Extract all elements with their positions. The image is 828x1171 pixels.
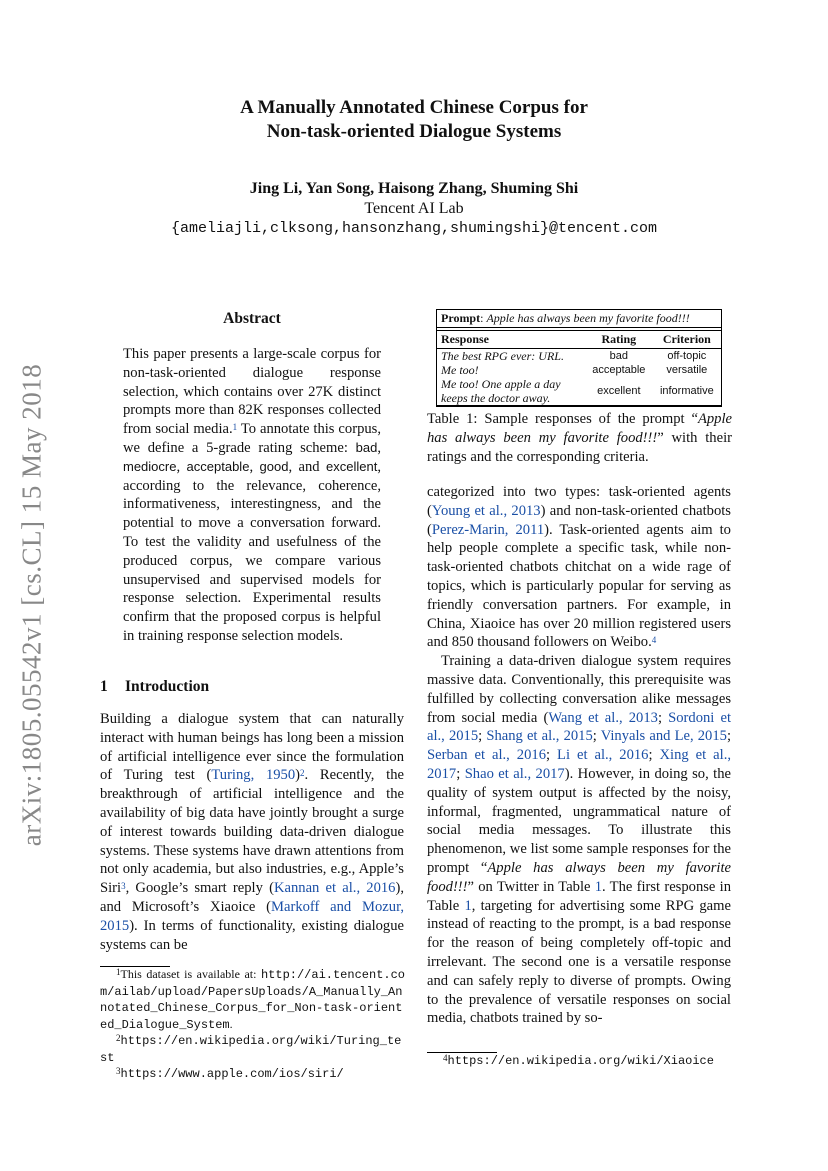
citation-markoff[interactable]: Markoff and Mozur, 2015: [100, 898, 405, 934]
body-text: , Google’s smart reply (: [125, 880, 274, 897]
cell-response: Me too!: [441, 363, 479, 377]
authors: Jing Li, Yan Song, Haisong Zhang, Shuming Shi: [249, 180, 579, 197]
grade-mediocre: mediocre: [123, 458, 177, 474]
body-text: response for the reason of being completely off-topic and irrelevant. The second one is a versatile response and can safely reply to diverse of prompts. Owing to the prevalence of versatile responses on social media, chatbots trained by so-: [427, 916, 732, 1027]
grade-bad: bad: [355, 439, 378, 455]
footnote-3-url[interactable]: https://www.apple.com/ios/siri/: [120, 1067, 344, 1081]
grade-separator: ,: [249, 458, 260, 475]
citation-separator: ;: [478, 728, 487, 745]
cell-rating: excellent: [585, 377, 653, 406]
footnote-4-url[interactable]: https://en.wikipedia.org/wiki/Xiaoice: [447, 1054, 714, 1068]
body-text: categorized into two types: task-oriented agents (: [427, 484, 731, 519]
citation-young[interactable]: Young et al., 2013: [431, 502, 541, 519]
responses-table: [437, 330, 721, 406]
abstract-text-2: To annotate this corpus, we define a 5-grade rating scheme:: [123, 421, 381, 456]
body-text: . Recently, the breakthrough of artificial intelligence and the availability of big data have jointly brought a surge of interest towards building data-driven dialogue systems. These systems have drawn attentions from not only academia, but also industries, e.g., Apple’s Siri: [100, 767, 404, 897]
footnote-ref-4[interactable]: 4: [651, 635, 657, 646]
col-header-criterion: Criterion: [653, 331, 721, 349]
citation-separator: ;: [546, 747, 558, 764]
footnote-text: .: [229, 1016, 233, 1031]
citation-serban[interactable]: Serban et al., 2016: [427, 747, 546, 764]
citation-xing[interactable]: Xing et al., 2017: [427, 747, 731, 782]
body-text: ). Task-oriented agents aim to help people complete a specific task, while non-task-oriented chatbots chitchat on a wide rage of topics, which is particularly popular for serving as friendly conversation partners. For example, in China, Xiaoice has over 20 million registered users and 850 thousand followers on Weibo.: [427, 521, 731, 651]
footnote-number: 1: [116, 967, 121, 977]
cell-rating: acceptable: [592, 364, 646, 376]
section-title: Introduction: [125, 678, 210, 695]
body-text: , targeting for advertising some RPG game instead of reacting to the prompt, is a: [427, 897, 731, 933]
citation-separator: ;: [456, 765, 465, 782]
citation-separator: ;: [657, 709, 669, 726]
footnote-text: This dataset is available at:: [120, 967, 261, 981]
body-text: ), and Microsoft’s Xiaoice (: [100, 880, 404, 915]
footnote-ref-2[interactable]: 2: [300, 768, 305, 779]
grade-acceptable: acceptable: [186, 458, 250, 474]
footnote-1-url[interactable]: http://ai.tencent.com/ailab/upload/PapersUploads/A_Manually_Annotated_Chinese_Corpus_for_Non-task-oriented_Dialogue_System: [100, 968, 405, 1032]
affiliation: Tencent AI Lab: [364, 200, 464, 217]
intro-left-column: [100, 710, 404, 954]
grade-separator: ,: [377, 439, 381, 456]
col-header-response: Response: [437, 331, 585, 349]
grade-bad-inline: bad: [653, 916, 676, 932]
body-text: ) and non-task-oriented chatbots (: [427, 502, 731, 538]
citation-li[interactable]: Li et al., 2016: [557, 747, 649, 764]
citation-kannan[interactable]: Kannan et al., 2016: [273, 880, 396, 897]
citation-wang[interactable]: Wang et al., 2013: [548, 709, 658, 726]
paper-title: [0, 96, 828, 144]
intro-paragraph-3: [427, 652, 731, 1028]
citation-separator: ;: [648, 747, 660, 764]
footnotes-right: [427, 1052, 732, 1070]
table-row: [437, 377, 721, 406]
abstract-heading: Abstract: [223, 310, 281, 327]
table-header-row: [437, 331, 721, 349]
caption-prompt: Apple has always been my favorite food!!!: [427, 411, 732, 446]
citation-separator: ;: [592, 728, 601, 745]
citation-separator: ;: [726, 728, 731, 745]
cell-rating: bad: [609, 350, 629, 362]
table-row: [437, 349, 721, 364]
arxiv-stamp: [2, 355, 62, 855]
grade-excellent: excellent: [326, 458, 378, 474]
caption-text: ” with their ratings and the corresponding criteria.: [427, 429, 732, 465]
footnote-number: 2: [116, 1033, 121, 1043]
table-1: [436, 309, 722, 407]
body-text: Training a data-driven dialogue system requires massive data. Conventionally, this prerequisite was fulfilled by collecting conversation alike messages from social media (: [427, 653, 731, 726]
prompt-label: Prompt: [441, 311, 481, 325]
body-text: ). In terms of functionality, existing dialogue systems can be: [100, 917, 404, 953]
grade-separator: ,: [176, 458, 187, 475]
table-ref[interactable]: 1: [464, 897, 472, 914]
abstract-text-1: This paper presents a large-scale corpus for non-task-oriented dialogue response selection, which contains over 27K distinct prompts more than 82K responses collected from social media.: [123, 346, 381, 438]
table-row: [437, 363, 721, 377]
cell-response: Me too! One apple a day keeps the doctor away.: [437, 377, 585, 406]
footnotes-left: [100, 966, 405, 1083]
grade-separator: , and: [288, 458, 327, 475]
body-text: ). However, in doing so, the quality of system output is affected by the noisy, informal, fragmented, ungrammatical nature of social media messages. To illustrate this phenomenon, we list some sample responses for the prompt “: [427, 765, 732, 876]
citation-shang[interactable]: Shang et al., 2015: [486, 728, 593, 745]
caption-text: Table 1: Sample responses of the prompt “: [427, 411, 698, 427]
title-line-1: A Manually Annotated Chinese Corpus for: [240, 97, 588, 118]
footnote-2: [100, 1033, 405, 1066]
body-text: . The first response in Table: [427, 878, 731, 914]
section-number: 1: [100, 678, 108, 695]
intro-paragraph-2: [427, 483, 731, 652]
col-header-rating: Rating: [585, 331, 653, 349]
footnote-4: [427, 1053, 732, 1070]
citation-shao[interactable]: Shao et al., 2017: [464, 765, 565, 782]
footnote-number: 3: [116, 1066, 121, 1076]
footnote-1: [100, 967, 405, 1033]
body-italic-prompt: Apple has always been my favorite food!!!: [427, 859, 731, 895]
arxiv-stamp-text: arXiv:1805.05542v1 [cs.CL] 15 May 2018: [16, 363, 47, 847]
citation-turing[interactable]: Turing, 1950: [211, 767, 296, 784]
citation-perez-marin[interactable]: Perez-Marin, 2011: [431, 521, 545, 538]
grade-good: good: [259, 458, 289, 474]
footnote-ref-1[interactable]: 1: [232, 422, 238, 433]
footnote-ref-3[interactable]: 3: [121, 881, 126, 892]
prompt-text: Apple has always been my favorite food!!!: [486, 311, 690, 325]
abstract-text-3: , according to the relevance, coherence, informativeness, interestingness, and the potential to move a conversation forward. To test the validity and usefulness of the produced corpus, we compare various unsupervised and supervised models for response selection. Experimental results confirm that the proposed corpus is helpful in training response selection models.: [123, 458, 381, 644]
footnote-2-url[interactable]: https://en.wikipedia.org/wiki/Turing_test: [100, 1034, 402, 1065]
cell-criterion: informative: [653, 377, 721, 406]
intro-right-column: [427, 483, 731, 1028]
abstract-body: [123, 345, 381, 646]
citation-sordoni[interactable]: Sordoni et al., 2015: [427, 709, 732, 745]
table-prompt: Prompt: Apple has always been my favorite food!!!: [437, 310, 721, 328]
footnote-number: 4: [443, 1053, 448, 1063]
table-1-caption: [427, 410, 732, 466]
body-text: Building a dialogue system that can naturally interact with human beings has long been a mission of artificial intelligence ever since the formulation of Turing test (: [100, 711, 404, 784]
cell-criterion: off-topic: [667, 350, 707, 362]
cell-response: The best RPG ever: URL.: [441, 349, 564, 363]
author-emails: {ameliajli,clksong,hansonzhang,shumingshi}@tencent.com: [170, 220, 658, 237]
title-line-2: Non-task-oriented Dialogue Systems: [266, 121, 562, 142]
cell-criterion: versatile: [666, 364, 708, 376]
footnote-3: [100, 1066, 405, 1083]
body-text: ” on Twitter in Table: [467, 878, 595, 895]
citation-vinyals[interactable]: Vinyals and Le, 2015: [600, 728, 727, 745]
body-text: ): [295, 767, 301, 784]
section-heading-introduction: [100, 678, 209, 696]
table-ref[interactable]: 1: [594, 878, 603, 895]
intro-paragraph-1: [100, 710, 404, 954]
